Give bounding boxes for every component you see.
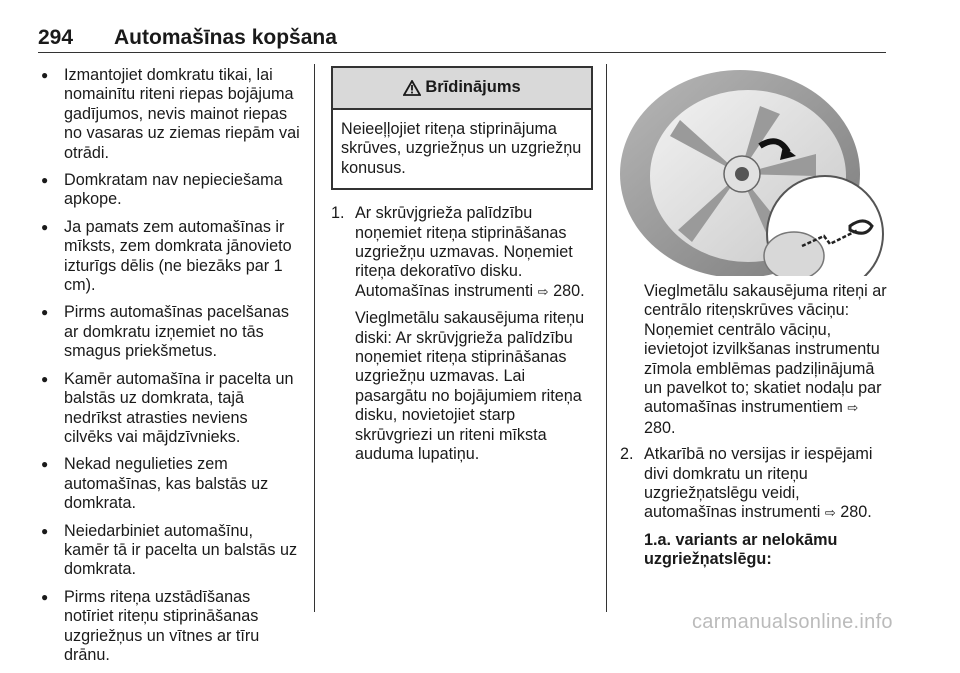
warning-text: Neieeļļojiet riteņa stiprinājuma skrūves, uzgriežņus un uzgriežņu konusus.: [341, 120, 582, 177]
warning-header: [333, 68, 591, 110]
column-divider-left: [314, 64, 315, 612]
page-reference: 280.: [644, 418, 676, 437]
bullet-item: ● Domkratam nav nepieciešama apkope.: [38, 171, 300, 210]
step-1-paragraph-c: Vieglmetālu sakausējuma riteņi ar centrālo riteņskrūves vāciņu: Noņemiet centrālo vāciņu, ievietojot izvilkšanas instrumentu zīmola emblēmas padziļinājumā un pavelkot to; skatiet nodaļu par automašīnas instrumentiem ⇨ 280.: [644, 282, 887, 437]
safety-bullet-list: [38, 66, 300, 665]
wheel-illustration: [620, 66, 888, 276]
bullet-item: ● Nekad negulieties zem automašīnas, kas balstās uz domkrata.: [38, 455, 300, 513]
step-list-1: [331, 204, 593, 464]
step-list-2: [620, 282, 890, 570]
page-reference: 280.: [553, 281, 585, 300]
hub-center: [735, 167, 749, 181]
bullet-item: ● Ja pamats zem automašīnas ir mīksts, zem domkrata jānovieto izturīgs dēlis (ne biezāks par 1 cm).: [38, 218, 300, 296]
step-1: [331, 204, 593, 464]
bullet-item: ● Pirms automašīnas pacelšanas ar domkratu izņemiet no tās smagus priekšmetus.: [38, 303, 300, 361]
column-middle: [331, 66, 593, 472]
bullet-item: ● Kamēr automašīna ir pacelta un balstās uz domkrata, tajā nedrīkst atrasties neviens cilvēks vai mājdzīvnieks.: [38, 370, 300, 448]
warning-box: [331, 66, 593, 190]
site-watermark: carmanualsonline.info: [692, 611, 893, 633]
page-reference: 280.: [840, 503, 872, 522]
step-2-subheading: 1.a. variants ar nelokāmu uzgriežņatslēgu:: [644, 530, 838, 569]
step-2: [620, 445, 890, 569]
column-divider-right: [606, 64, 607, 612]
step-number: 1.: [331, 204, 345, 223]
step-1-continued: [620, 282, 890, 438]
warning-triangle-icon: [403, 80, 421, 96]
page-header: [38, 26, 886, 53]
bullet-item: ● Izmantojiet domkratu tikai, lai nomainītu riteni riepas bojājuma gadījumos, nevis mainot riepas no vasaras uz ziemas riepām vai otrādi.: [38, 66, 300, 163]
column-right: [620, 66, 890, 577]
step-2-paragraph: Atkarībā no versijas ir iespējami divi domkratu un riteņu uzgriežņatslēgu veidi, automašīnas instrumenti ⇨ 280.: [644, 445, 873, 522]
step-number: 2.: [620, 445, 634, 464]
step-1-paragraph-b: Vieglmetālu sakausējuma riteņu diski: Ar skrūvjgrieža palīdzību noņemiet riteņa stiprināšanas uzgriežņu uzmavas. Lai pasargātu no bojājumiem riteņa disku, novietojiet starp skrūvgriezi un riteni mīksta auduma lupatiņu.: [355, 309, 585, 464]
page-reference-arrow-icon: ⇨: [537, 284, 549, 300]
bullet-item: ● Pirms riteņa uzstādīšanas notīriet riteņu stiprināšanas uzgriežņus un vītnes ar tīru drānu.: [38, 588, 300, 666]
page-reference-arrow-icon: ⇨: [824, 506, 836, 522]
warning-title: Brīdinājums: [425, 78, 521, 97]
chapter-title: Automašīnas kopšana: [114, 26, 337, 49]
bullet-item: ● Neiedarbiniet automašīnu, kamēr tā ir pacelta un balstās uz domkrata.: [38, 522, 300, 580]
column-left: [38, 66, 300, 673]
page-number: 294: [38, 26, 74, 49]
page-reference-arrow-icon: ⇨: [847, 401, 859, 417]
step-1-paragraph-a: Ar skrūvjgrieža palīdzību noņemiet riteņa stiprināšanas uzgriežņu uzmavas. Noņemiet riteņa dekoratīvo disku. Automašīnas instrumenti ⇨ 280.: [355, 204, 585, 300]
